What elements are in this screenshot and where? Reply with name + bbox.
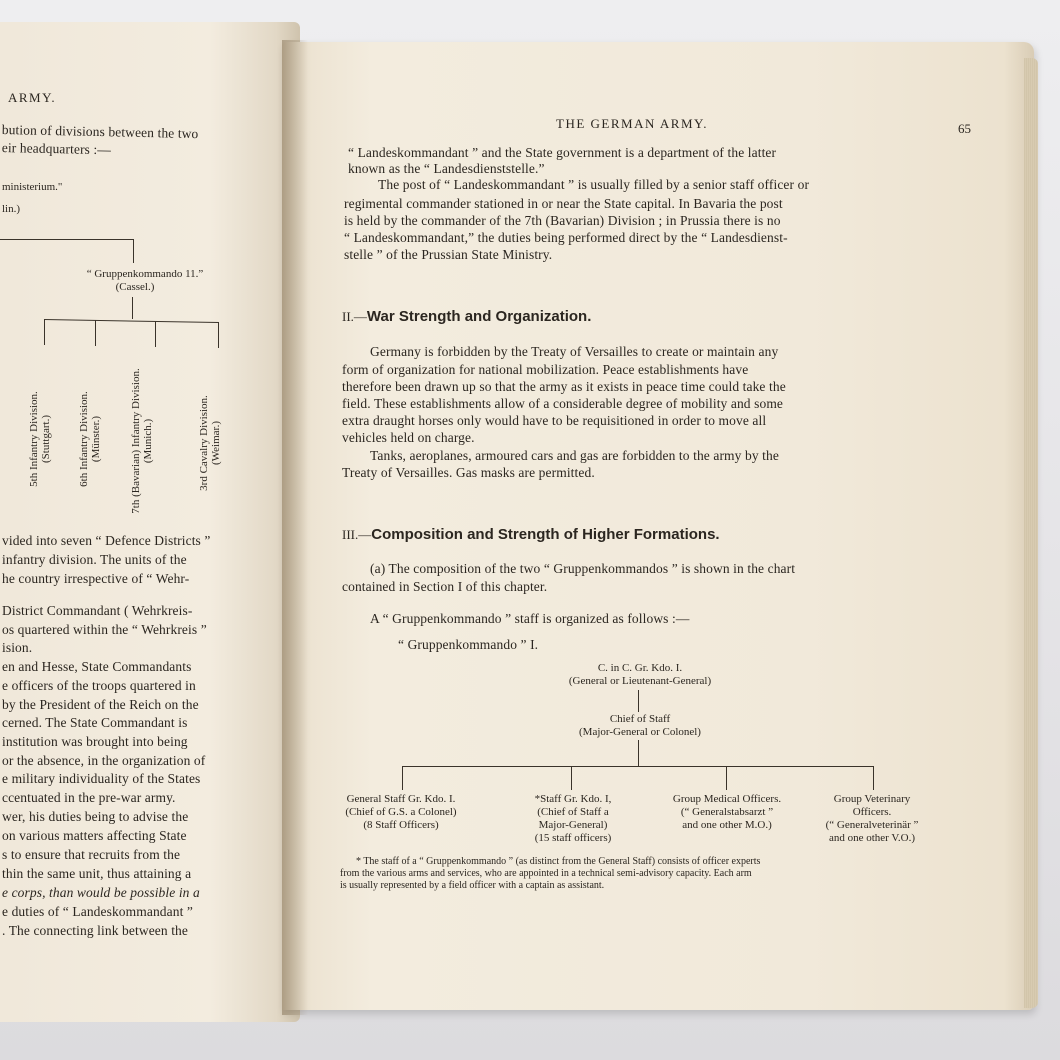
branch-3-line-2: (“ Generalstabsarzt ” — [680, 806, 774, 818]
branch-3-line-1: Group Medical Officers. — [672, 793, 782, 805]
chart-branch-4 — [802, 793, 942, 845]
left-body-line-11: cerned. The State Commandant is — [2, 715, 188, 730]
tree-horizontal-line-top — [0, 239, 133, 240]
left-body-line-15: ccentuated in the pre-war army. — [2, 790, 176, 805]
left-body-line-13: or the absence, in the organization of — [2, 753, 206, 768]
branch-4-line-2: Officers. — [852, 806, 892, 818]
left-body-line-21: e duties of “ Landeskommandant ” — [2, 904, 194, 919]
division-place-1: (Stuttgart.) — [40, 415, 52, 463]
left-body-line-12: institution was brought into being — [2, 734, 188, 749]
footnote-line-1: * The staff of a “ Gruppenkommando ” (as distinct from the General Staff) consists of officer experts — [356, 856, 761, 867]
division-name-3: 7th (Bavarian) Infantry Division. — [130, 368, 142, 514]
para1-line-2: known as the “ Landesdienststelle.” — [348, 161, 545, 176]
left-body-line-8: en and Hesse, State Commandants — [2, 659, 192, 674]
left-body-line-17: on various matters affecting State — [2, 828, 187, 843]
chart-branch-1 — [326, 793, 476, 832]
division-place-2: (Münster.) — [90, 415, 102, 463]
page-number: 65 — [958, 121, 971, 136]
branch-4-line-4: and one other V.O.) — [828, 832, 916, 844]
left-body-line-19: thin the same unit, thus attaining a — [2, 866, 192, 881]
section-3-number: III.— — [342, 527, 372, 542]
footnote-line-2: from the various arms and services, who are appointed in a technical semi-advisory capacity. Each arm — [340, 868, 752, 879]
left-ministerium: ministerium." — [2, 181, 63, 193]
section-3-heading — [342, 526, 720, 544]
division-label-4 — [198, 368, 222, 518]
para1-line-1: “ Landeskommandant ” and the State government is a department of the latter — [348, 145, 777, 160]
para2-line-1: The post of “ Landeskommandant ” is usually filled by a senior staff officer or — [378, 177, 810, 192]
left-body-line-1: vided into seven “ Defence Districts ” — [2, 533, 211, 548]
branch-2-line-3: Major-General) — [538, 819, 608, 831]
left-body-line-9: e officers of the troops quartered in — [2, 678, 196, 693]
branch-1-line-1: General Staff Gr. Kdo. I. — [346, 793, 456, 805]
section-3-title: Composition and Strength of Higher Formations. — [371, 526, 720, 543]
chart-middle-subtitle: (Major-General or Colonel) — [579, 726, 701, 738]
chart-drop-3 — [726, 766, 727, 790]
division-place-3: (Munich.) — [142, 418, 154, 464]
para2-line-4: “ Landeskommandant,” the duties being performed direct by the “ Landesdienst- — [344, 230, 788, 245]
tree-drop-4 — [218, 322, 219, 348]
tree-vertical-line-2 — [132, 297, 133, 319]
left-body-line-18: s to ensure that recruits from the — [2, 847, 181, 862]
branch-1-line-3: (8 Staff Officers) — [363, 819, 439, 831]
page-edges — [1024, 58, 1038, 1008]
s2-para2-line-1: Tanks, aeroplanes, armoured cars and gas are forbidden to the army by the — [370, 448, 779, 463]
branch-1-line-2: (Chief of G.S. a Colonel) — [345, 806, 457, 818]
left-body-line-14: e military individuality of the States — [2, 771, 201, 786]
division-label-3 — [130, 366, 154, 516]
staff-intro-line: A “ Gruppenkommando ” staff is organized as follows :— — [370, 611, 690, 626]
division-place-4: (Weimar.) — [210, 421, 222, 466]
s3-para1-line-2: contained in Section I of this chapter. — [342, 579, 548, 594]
chart-branch-3 — [644, 793, 810, 832]
left-body-line-6: os quartered within the “ Wehrkreis ” — [2, 622, 207, 637]
left-body-line-3: he country irrespective of “ Wehr- — [2, 571, 190, 586]
left-page — [0, 22, 300, 1022]
left-body-line-16: wer, his duties being to advise the — [2, 809, 189, 824]
cassel-label: (Cassel.) — [115, 281, 155, 293]
left-berlin: lin.) — [2, 203, 21, 215]
chart-middle-title: Chief of Staff — [609, 713, 671, 725]
branch-4-line-3: (“ Generalveterinär ” — [825, 819, 919, 831]
tree-vertical-line — [133, 239, 134, 263]
chart-top-title: C. in C. Gr. Kdo. I. — [597, 662, 683, 674]
s2-para1-line-4: field. These establishments allow of a considerable degree of mobility and some — [342, 396, 784, 411]
s3-para1-line-1: (a) The composition of the two “ Gruppenkommandos ” is shown in the chart — [370, 561, 796, 576]
footnote-line-3: is usually represented by a field officer with a captain as assistant. — [340, 880, 605, 891]
para2-line-5: stelle ” of the Prussian State Ministry. — [344, 247, 553, 262]
left-body-line-7: ision. — [2, 640, 33, 655]
tree-drop-1 — [44, 319, 45, 345]
s2-para1-line-1: Germany is forbidden by the Treaty of Versailles to create or maintain any — [370, 344, 779, 359]
chart-drop-1 — [402, 766, 403, 790]
chart-drop-4 — [873, 766, 874, 790]
book-gutter — [282, 40, 308, 1015]
division-label-1 — [28, 364, 52, 514]
branch-2-line-1: *Staff Gr. Kdo. I, — [534, 793, 612, 805]
branch-2-line-2: (Chief of Staff a — [537, 806, 609, 818]
right-running-head: THE GERMAN ARMY. — [556, 116, 708, 131]
s2-para2-line-2: Treaty of Versailles. Gas masks are permitted. — [342, 465, 595, 480]
chart-branch-line — [402, 766, 874, 767]
section-2-heading — [342, 308, 591, 326]
chart-connector-2 — [638, 740, 639, 766]
branch-2-line-4: (15 staff officers) — [534, 832, 612, 844]
gruppenkommando-i-title: “ Gruppenkommando ” I. — [398, 637, 539, 652]
tree-drop-3 — [155, 321, 156, 347]
para2-line-2: regimental commander stationed in or near the State capital. In Bavaria the post — [344, 196, 783, 211]
chart-branch-2 — [498, 793, 648, 845]
tree-horizontal-line-divisions — [44, 319, 219, 323]
left-intro-line-1: bution of divisions between the two — [1, 121, 199, 142]
left-body-line-5: District Commandant ( Wehrkreis- — [2, 603, 193, 618]
left-body-line-2: infantry division. The units of the — [2, 552, 187, 567]
chart-drop-2 — [571, 766, 572, 790]
left-body-line-10: by the President of the Reich on the — [2, 697, 199, 712]
division-name-2: 6th Infantry Division. — [78, 391, 90, 487]
left-intro-line-2: eir headquarters :— — [1, 139, 112, 158]
tree-drop-2 — [95, 320, 96, 346]
branch-3-line-3: and one other M.O.) — [682, 819, 772, 831]
branch-4-line-1: Group Veterinary — [833, 793, 911, 805]
chart-connector-1 — [638, 690, 639, 712]
section-2-number: II.— — [342, 309, 367, 324]
chart-top-subtitle: (General or Lieutenant-General) — [568, 675, 712, 687]
left-body-line-20: e corps, than would be possible in a — [2, 885, 200, 900]
s2-para1-line-6: vehicles held on charge. — [342, 430, 475, 445]
s2-para1-line-3: therefore been drawn up so that the army as it exists in peace time could take the — [342, 379, 786, 394]
s2-para1-line-5: extra draught horses only would have to be requisitioned in order to move all — [342, 413, 767, 428]
s2-para1-line-2: form of organization for national mobilization. Peace establishments have — [342, 362, 749, 377]
para2-line-3: is held by the commander of the 7th (Bavarian) Division ; in Prussia there is no — [344, 213, 781, 228]
gruppenkommando-ii-label: “ Gruppenkommando 11.” — [86, 268, 204, 280]
left-running-head: ARMY. — [8, 90, 57, 105]
left-body-line-22: . The connecting link between the — [2, 923, 188, 938]
division-label-2 — [78, 364, 102, 514]
division-name-1: 5th Infantry Division. — [28, 391, 40, 487]
division-name-4: 3rd Cavalry Division. — [198, 395, 210, 491]
section-2-title: War Strength and Organization. — [366, 308, 592, 325]
